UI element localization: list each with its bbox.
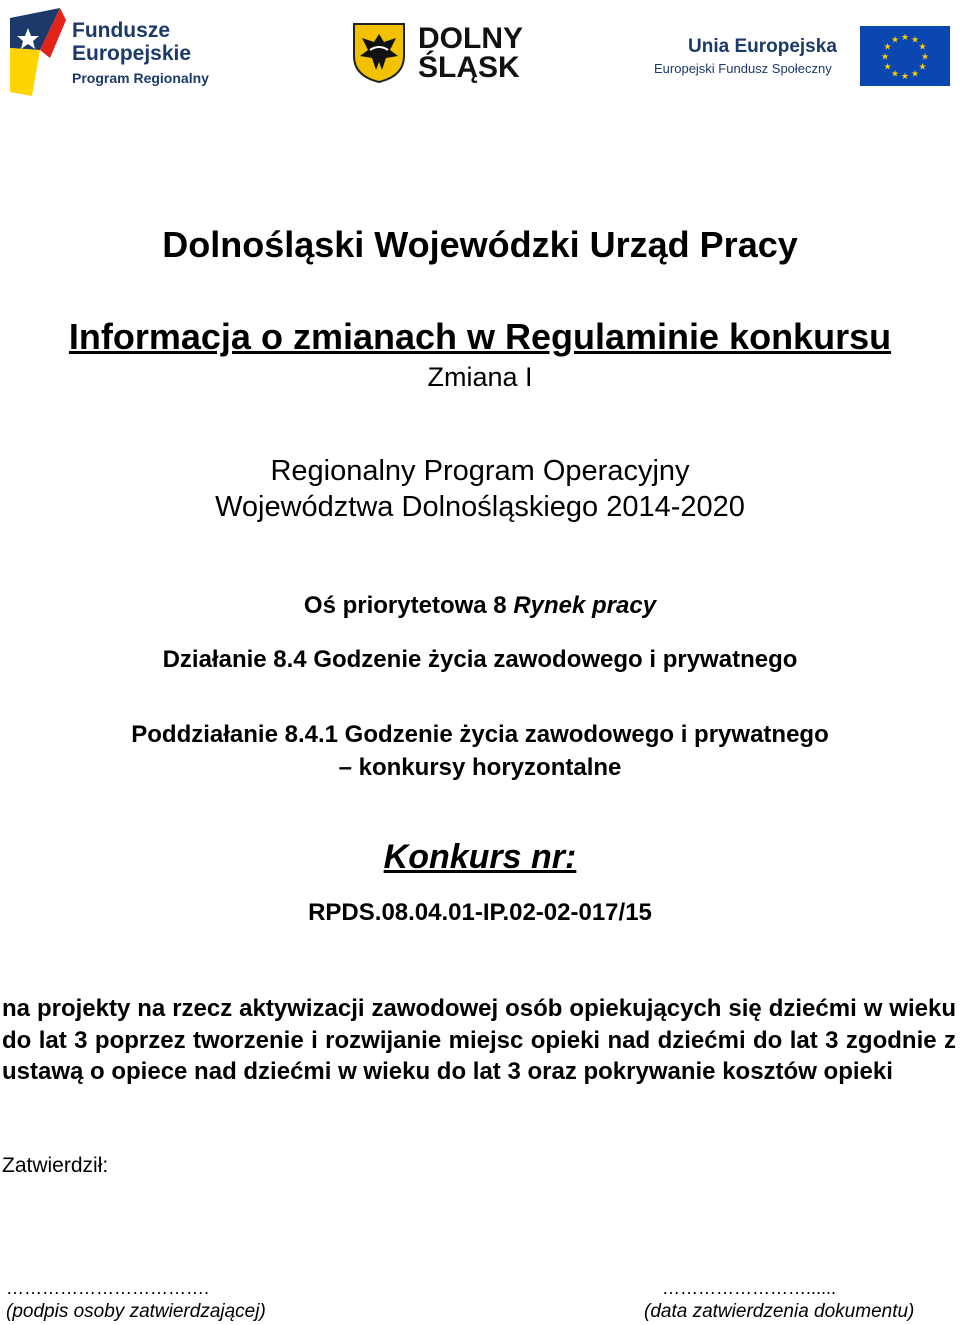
svg-text:★: ★: [883, 62, 892, 73]
priority-axis-name: Rynek pracy: [513, 592, 657, 619]
action: Działanie 8.4 Godzenie życia zawodowego i prywatnego: [162, 646, 798, 673]
change-number: Zmiana I: [427, 362, 533, 392]
contest-label: Konkurs nr:: [383, 838, 577, 876]
eu-flag-icon: [860, 26, 950, 86]
fundusze-europejskie-icon: [10, 8, 66, 96]
dolny-slask-line1: DOLNY: [418, 22, 523, 55]
svg-text:★: ★: [900, 33, 910, 43]
date-label: (data zatwierdzenia dokumentu): [644, 1301, 915, 1322]
signature-dots: …………………………….: [6, 1278, 210, 1298]
dolny-slask-logo: [352, 22, 552, 88]
priority-axis-prefix: Oś priorytetowa 8: [303, 592, 514, 619]
subaction-line1: Poddziałanie 8.4.1 Godzenie życia zawodowego i prywatnego: [131, 721, 829, 748]
date-dots: ……………………......: [662, 1278, 837, 1298]
fundusze-line1: Fundusze: [72, 19, 170, 42]
priority-axis: [0, 592, 960, 620]
svg-text:★: ★: [910, 69, 920, 80]
svg-text:★: ★: [918, 62, 927, 73]
fundusze-line3: Program Regionalny: [72, 70, 209, 86]
contest-description: na projekty na rzecz aktywizacji zawodowej osób opiekujących się dziećmi w wieku do lat 3 poprzez tworzenie i rozwijanie miejsc opieki nad dziećmi do lat 3 zgodnie z ustawą o opiece nad dziećmi w wieku do lat 3 oraz pokrywanie kosztów opieki: [2, 995, 956, 1085]
unia-line1: Unia Europejska: [688, 36, 837, 57]
logo-bar: [0, 0, 960, 100]
svg-text:★: ★: [890, 69, 900, 80]
approved-label: Zatwierdził:: [2, 1154, 109, 1177]
unia-europejska-logo: [654, 26, 950, 88]
svg-text:★: ★: [890, 35, 900, 46]
institution-name: Dolnośląski Wojewódzki Urząd Pracy: [162, 224, 798, 265]
program-name-line2: Województwa Dolnośląskiego 2014-2020: [215, 491, 745, 523]
svg-text:★: ★: [883, 42, 892, 53]
signature-label: (podpis osoby zatwierdzającej): [6, 1301, 266, 1322]
unia-line2: Europejski Fundusz Społeczny: [654, 61, 832, 76]
program-name-line1: Regionalny Program Operacyjny: [270, 455, 690, 487]
svg-text:★: ★: [918, 42, 927, 53]
svg-text:★: ★: [880, 52, 890, 63]
fundusze-line2: Europejskie: [72, 42, 192, 65]
svg-text:★: ★: [920, 52, 930, 63]
fundusze-europejskie-logo: [10, 8, 230, 96]
dolny-slask-line2: ŚLĄSK: [418, 51, 520, 84]
svg-text:★: ★: [910, 35, 920, 46]
subaction-line2: – konkursy horyzontalne: [338, 754, 622, 781]
document-title: Informacja o zmianach w Regulaminie konkursu: [68, 316, 892, 357]
contest-number: RPDS.08.04.01-IP.02-02-017/15: [308, 899, 652, 926]
eagle-shield-icon: [352, 22, 406, 84]
svg-text:★: ★: [900, 72, 910, 82]
